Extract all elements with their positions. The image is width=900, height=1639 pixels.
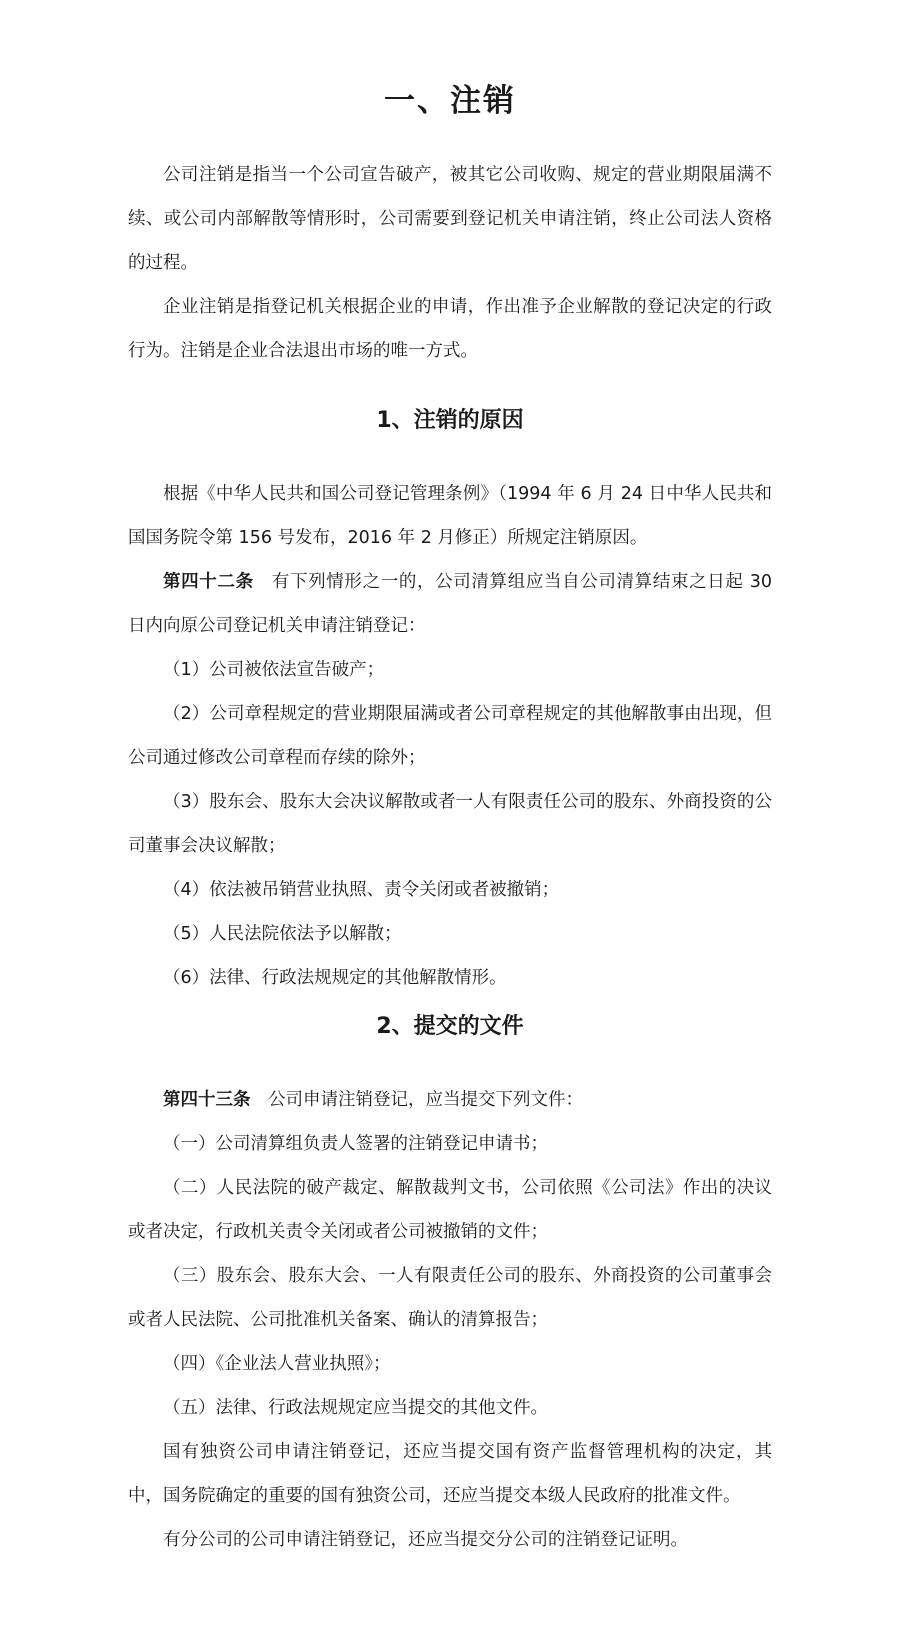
article-43-text: 公司申请注销登记，应当提交下列文件： [250, 1090, 583, 1110]
branch-note: 有分公司的公司申请注销登记，还应当提交分公司的注销登记证明。 [163, 1530, 688, 1550]
section-heading-reasons: 1、注销的原因 [376, 408, 524, 433]
article-42-paragraph [128, 560, 772, 648]
article-43-paragraph [128, 1078, 772, 1122]
intro-paragraph-1: 公司注销是指当一个公司宣告破产，被其它公司收购、规定的营业期限届满不续、或公司内部解散等情形时，公司需要到登记机关申请注销，终止公司法人资格的过程。 [128, 165, 772, 273]
page-title: 一、注销 [384, 83, 516, 119]
document-item-1: （一）公司清算组负责人签署的注销登记申请书； [163, 1134, 548, 1154]
document-item-5: （五）法律、行政法规规定应当提交的其他文件。 [163, 1398, 548, 1418]
reason-item-6: （6）法律、行政法规规定的其他解散情形。 [163, 968, 507, 988]
section-heading-documents: 2、提交的文件 [376, 1014, 524, 1039]
reason-item-2: （2）公司章程规定的营业期限届满或者公司章程规定的其他解散事由出现，但公司通过修改公司章程而存续的除外； [128, 704, 772, 768]
document-item-4: （四）《企业法人营业执照》； [163, 1354, 391, 1374]
reason-item-5: （5）人民法院依法予以解散； [163, 924, 402, 944]
document-item-3: （三）股东会、股东大会、一人有限责任公司的股东、外商投资的公司董事会或者人民法院、公司批准机关备案、确认的清算报告； [128, 1266, 772, 1330]
reason-item-4: （4）依法被吊销营业执照、责令关闭或者被撤销； [163, 880, 560, 900]
intro-paragraph-2: 企业注销是指登记机关根据企业的申请，作出准予企业解散的登记决定的行政行为。注销是企业合法退出市场的唯一方式。 [128, 297, 772, 361]
document-item-2: （二）人民法院的破产裁定、解散裁判文书，公司依照《公司法》作出的决议或者决定，行政机关责令关闭或者公司被撤销的文件； [128, 1178, 772, 1242]
article-42-label: 第四十二条 [163, 572, 254, 592]
state-owned-note: 国有独资公司申请注销登记，还应当提交国有资产监督管理机构的决定，其中，国务院确定的重要的国有独资公司，还应当提交本级人民政府的批准文件。 [128, 1442, 772, 1506]
article-42-text: 有下列情形之一的，公司清算组应当自公司清算结束之日起 30 日内向原公司登记机关申请注销登记： [128, 572, 772, 636]
reason-item-1: （1）公司被依法宣告破产； [163, 660, 385, 680]
reason-item-3: （3）股东会、股东大会决议解散或者一人有限责任公司的股东、外商投资的公司董事会决议解散； [128, 792, 772, 856]
legal-basis-paragraph: 根据《中华人民共和国公司登记管理条例》（1994 年 6 月 24 日中华人民共和国国务院令第 156 号发布，2016 年 2 月修正）所规定注销原因。 [128, 484, 772, 548]
article-43-label: 第四十三条 [163, 1090, 251, 1110]
